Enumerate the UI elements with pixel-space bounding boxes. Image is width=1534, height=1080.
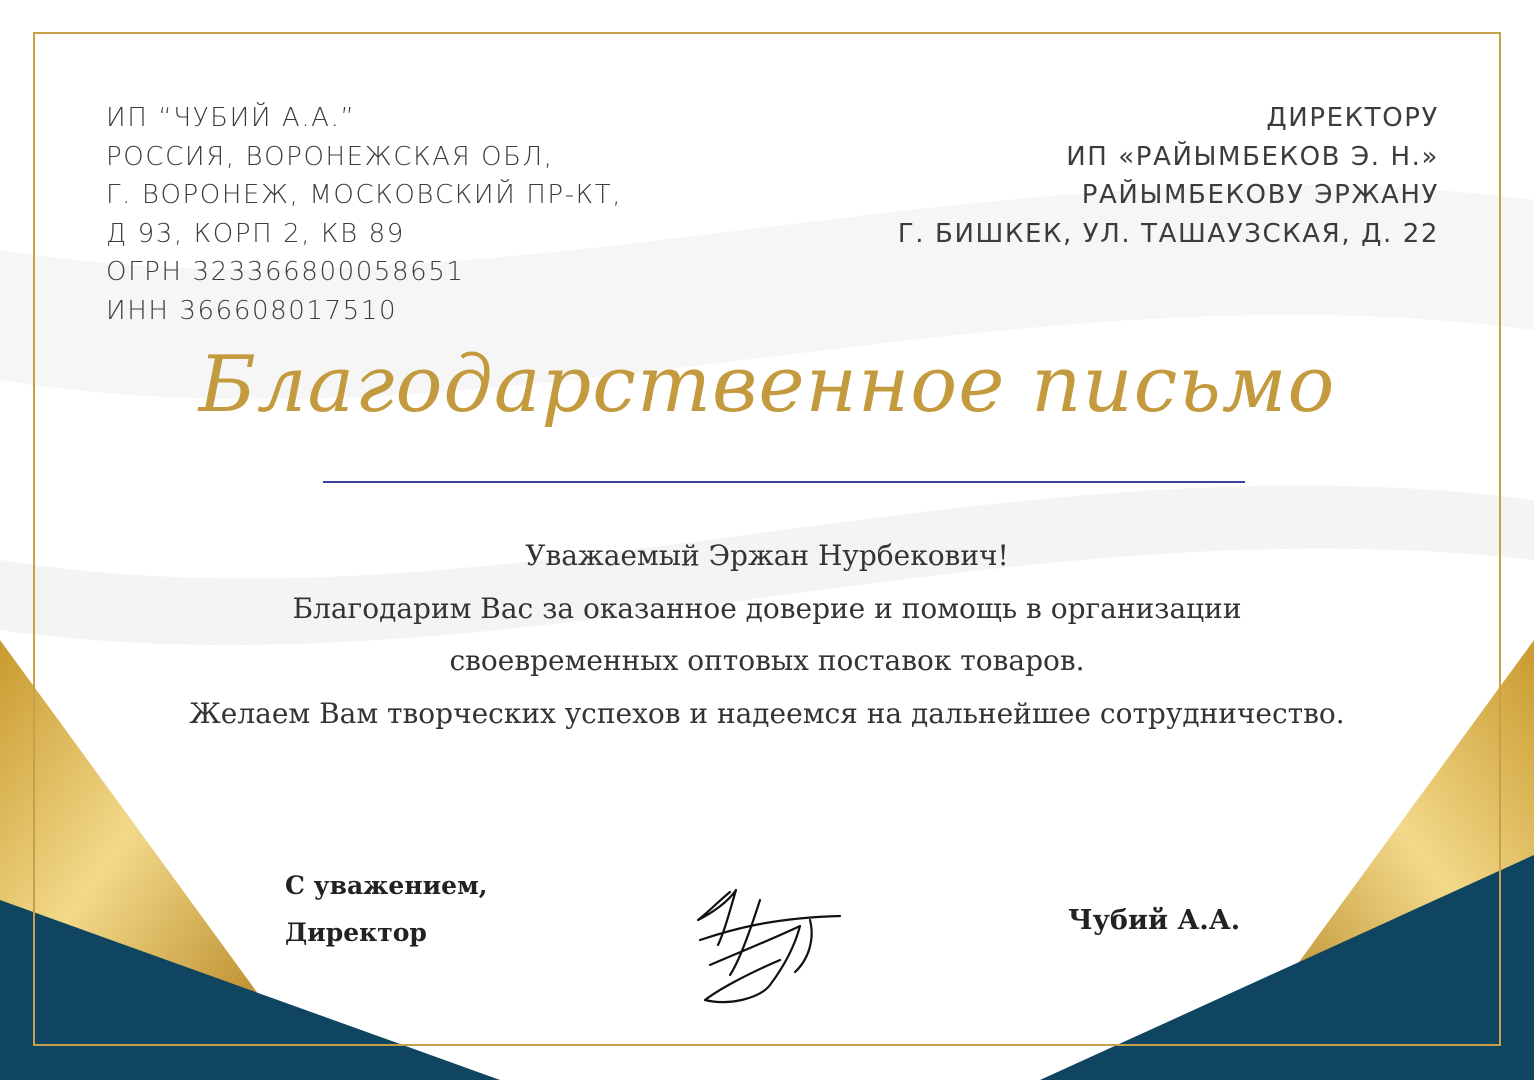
body-line-3: Желаем Вам творческих успехов и надеемся на дальнейшее сотрудничество.: [189, 696, 1345, 730]
closing-block: [285, 862, 488, 956]
sender-name: ИП “ЧУБИЙ А.А.”: [106, 103, 356, 133]
sender-inn: ИНН 366608017510: [106, 295, 398, 326]
sender-block: [106, 99, 622, 330]
recipient-position: ДИРЕКТОРУ: [1266, 103, 1439, 133]
sender-ogrn: ОГРН 323366800058651: [106, 257, 465, 287]
recipient-block: [898, 99, 1439, 253]
handwritten-signature: [690, 880, 850, 1010]
recipient-address: Г. БИШКЕК, УЛ. ТАШАУЗСКАЯ, Д. 22: [897, 218, 1439, 249]
body-line-1: Благодарим Вас за оказанное доверие и помощь в организации: [292, 591, 1242, 625]
title-divider: [323, 481, 1245, 483]
recipient-name: РАЙЫМБЕКОВУ ЭРЖАНУ: [1081, 180, 1439, 210]
closing-regards: С уважением,: [285, 871, 488, 900]
closing-position: Директор: [285, 918, 427, 947]
sender-city-street: Г. ВОРОНЕЖ, МОСКОВСКИЙ ПР-КТ,: [106, 180, 623, 210]
signer-name: Чубий А.А.: [1068, 905, 1241, 936]
greeting: Уважаемый Эржан Нурбекович!: [525, 539, 1009, 572]
body-line-2: своевременных оптовых поставок товаров.: [449, 644, 1085, 677]
recipient-company: ИП «РАЙЫМБЕКОВ Э. Н.»: [1066, 141, 1439, 172]
letter-body: [0, 530, 1534, 740]
sender-building: Д 93, КОРП 2, КВ 89: [106, 218, 405, 249]
sender-region: РОССИЯ, ВОРОНЕЖСКАЯ ОБЛ,: [106, 141, 554, 172]
letter-title: Благодарственное письмо: [198, 340, 1336, 430]
